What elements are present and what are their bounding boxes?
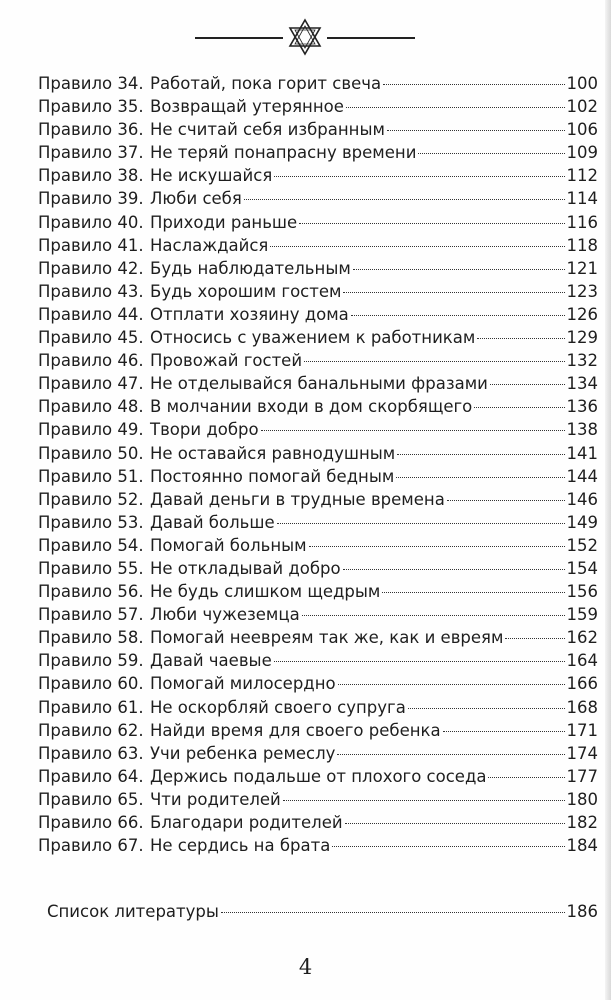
toc-entry-title: Не теряй понапрасну времени xyxy=(150,143,417,163)
toc-entry-title: Не оскорбляй своего супруга xyxy=(150,697,406,717)
toc-entry[interactable] xyxy=(38,372,598,395)
dot-leader xyxy=(304,361,564,362)
toc-entry-title: Помогай больным xyxy=(150,535,307,555)
toc-entry[interactable] xyxy=(38,118,598,141)
dot-leader xyxy=(346,107,565,108)
toc-entry-number: Правило 37. xyxy=(38,143,144,163)
toc-entry-title: Отплати хозяину дома xyxy=(150,304,349,324)
toc-entry-page: 106 xyxy=(566,120,598,140)
toc-entry-page: 144 xyxy=(566,466,598,486)
toc-entry[interactable] xyxy=(38,788,598,811)
toc-entry-title: Не искушайся xyxy=(150,166,273,186)
toc-entry-number: Правило 42. xyxy=(38,258,144,278)
toc-entry-number: Правило 57. xyxy=(38,605,144,625)
header-ornament xyxy=(195,14,415,54)
toc-entry-title: Не сердись на брата xyxy=(150,836,331,856)
toc-entry-title: Относись с уважением к работникам xyxy=(150,328,476,348)
toc-entry-title: Не будь слишком щедрым xyxy=(150,582,381,602)
toc-entry[interactable] xyxy=(38,187,598,210)
toc-entry-page: 162 xyxy=(566,628,598,648)
toc-entry-page: 180 xyxy=(566,789,598,809)
toc-entry-page: 121 xyxy=(566,258,598,278)
dot-leader xyxy=(345,823,565,824)
toc-entry[interactable] xyxy=(38,164,598,187)
toc-entry-number: Правило 62. xyxy=(38,720,144,740)
toc-entry[interactable] xyxy=(38,534,598,557)
dot-leader xyxy=(353,269,565,270)
toc-entry-page: 146 xyxy=(566,489,598,509)
toc-entry-title: Давай больше xyxy=(150,512,275,532)
toc-entry-title: Твори добро xyxy=(150,420,259,440)
toc-entry-title: Возвращай утерянное xyxy=(150,97,344,117)
toc-entry-number: Правило 50. xyxy=(38,443,144,463)
toc-entry-title: Не отделывайся банальными фразами xyxy=(150,374,488,394)
toc-entry-title: Люби себя xyxy=(150,189,242,209)
dot-leader xyxy=(221,912,565,913)
toc-entry-number: Правило 35. xyxy=(38,97,144,117)
toc-entry[interactable] xyxy=(38,326,598,349)
toc-entry-page: 102 xyxy=(566,97,598,117)
toc-entry-number: Правило 45. xyxy=(38,328,144,348)
toc-entry[interactable] xyxy=(38,95,598,118)
toc-entry-number: Правило 34. xyxy=(38,74,144,93)
toc-entry-number: Правило 54. xyxy=(38,535,144,555)
toc-entry-number: Правило 52. xyxy=(38,489,144,509)
toc-entry-title: Постоянно помогай бедным xyxy=(150,466,395,486)
dot-leader xyxy=(396,477,564,478)
toc-entry-title: Не оставайся равнодушным xyxy=(150,443,396,463)
toc-entry-number: Правило 65. xyxy=(38,789,144,809)
toc-entry-number: Правило 44. xyxy=(38,304,144,324)
toc-entry[interactable] xyxy=(38,349,598,372)
toc-entry-page: 136 xyxy=(566,397,598,417)
toc-entry-page: 141 xyxy=(566,443,598,463)
toc-entry[interactable] xyxy=(38,811,598,834)
toc-entry[interactable] xyxy=(38,742,598,765)
toc-entry-number: Правило 56. xyxy=(38,582,144,602)
toc-entry[interactable] xyxy=(38,303,598,326)
toc-entry-page: 149 xyxy=(566,512,598,532)
toc-entry[interactable] xyxy=(38,557,598,580)
toc-entry[interactable] xyxy=(38,72,598,95)
toc-entry-number: Правило 39. xyxy=(38,189,144,209)
toc-entry-number: Правило 59. xyxy=(38,651,144,671)
dot-leader xyxy=(397,454,564,455)
toc-entry[interactable] xyxy=(38,395,598,418)
toc-entry[interactable] xyxy=(38,442,598,465)
toc-entry-page: 168 xyxy=(566,697,598,717)
toc-entry-page: 159 xyxy=(566,605,598,625)
toc-entry-page: 177 xyxy=(566,766,598,786)
ornament-rule-right xyxy=(327,37,415,39)
toc-entry-page: 123 xyxy=(566,281,598,301)
toc-entry-title: Помогай милосердно xyxy=(150,674,336,694)
toc-entry[interactable] xyxy=(38,280,598,303)
toc-entry-number: Правило 40. xyxy=(38,212,144,232)
toc-entry-page: 138 xyxy=(566,420,598,440)
dot-leader xyxy=(477,338,564,339)
toc-entry-title: Провожай гостей xyxy=(150,351,303,371)
toc-entry-number: Правило 58. xyxy=(38,628,144,648)
toc-entry[interactable] xyxy=(38,257,598,280)
toc-entry-number: Правило 66. xyxy=(38,813,144,832)
bibliography-page: 186 xyxy=(566,902,598,921)
toc-entry-page: 171 xyxy=(566,720,598,740)
dot-leader xyxy=(309,546,565,547)
toc-entry-number: Правило 48. xyxy=(38,397,144,417)
toc-entry-page: 174 xyxy=(566,743,598,763)
dot-leader xyxy=(302,615,565,616)
toc-entry[interactable] xyxy=(38,580,598,603)
toc-entry-title: Приходи раньше xyxy=(150,212,298,232)
dot-leader xyxy=(337,754,564,755)
toc-entry[interactable] xyxy=(38,719,598,742)
toc-entry-page: 132 xyxy=(566,351,598,371)
toc-entry-page: 109 xyxy=(566,143,598,163)
dot-leader xyxy=(505,638,564,639)
toc-entry[interactable] xyxy=(38,603,598,626)
dot-leader xyxy=(261,430,565,431)
dot-leader xyxy=(383,84,564,85)
toc-entry-page: 126 xyxy=(566,304,598,324)
page-edge-shadow xyxy=(605,0,611,1000)
dot-leader xyxy=(382,592,564,593)
toc-entry-title: Будь наблюдательным xyxy=(150,258,351,278)
dot-leader xyxy=(351,315,565,316)
table-of-contents xyxy=(38,72,598,857)
dot-leader xyxy=(490,384,565,385)
toc-entry-page: 114 xyxy=(566,189,598,209)
toc-entry-page: 164 xyxy=(566,651,598,671)
dot-leader xyxy=(244,199,565,200)
bibliography-title: Список литературы xyxy=(47,902,219,921)
toc-entry[interactable] xyxy=(38,765,598,788)
toc-entry[interactable] xyxy=(38,141,598,164)
toc-entry[interactable] xyxy=(38,465,598,488)
toc-entry-number: Правило 38. xyxy=(38,166,144,186)
toc-entry-number: Правило 61. xyxy=(38,697,144,717)
toc-entry-page: 166 xyxy=(566,674,598,694)
toc-entry-page: 154 xyxy=(566,558,598,578)
dot-leader xyxy=(270,246,564,247)
toc-entry[interactable] xyxy=(38,834,598,857)
toc-entry-number: Правило 55. xyxy=(38,558,144,578)
dot-leader xyxy=(299,223,564,224)
toc-entry-number: Правило 64. xyxy=(38,766,144,786)
toc-entry-bibliography[interactable] xyxy=(47,900,598,923)
toc-entry[interactable] xyxy=(38,672,598,695)
ornament-rule-left xyxy=(195,37,283,39)
toc-entry-page: 116 xyxy=(566,212,598,232)
page-number: 4 xyxy=(298,955,313,979)
toc-entry[interactable] xyxy=(38,626,598,649)
toc-entry-number: Правило 47. xyxy=(38,374,144,394)
toc-entry-number: Правило 43. xyxy=(38,281,144,301)
toc-entry-title: Люби чужеземца xyxy=(150,605,300,625)
toc-entry-title: Не считай себя избранным xyxy=(150,120,385,140)
toc-entry-title: Чти родителей xyxy=(150,789,281,809)
toc-entry-title: Наслаждайся xyxy=(150,235,269,255)
toc-entry-title: Давай чаевые xyxy=(150,651,272,671)
toc-entry-title: Работай, пока горит свеча xyxy=(150,74,382,93)
toc-entry-title: Будь хорошим гостем xyxy=(150,281,342,301)
toc-entry-title: Найди время для своего ребенка xyxy=(150,720,441,740)
dot-leader xyxy=(418,153,564,154)
toc-entry-number: Правило 63. xyxy=(38,743,144,763)
toc-entry-number: Правило 41. xyxy=(38,235,144,255)
toc-entry[interactable] xyxy=(38,696,598,719)
star-of-david-icon xyxy=(287,18,323,56)
toc-entry[interactable] xyxy=(38,488,598,511)
dot-leader xyxy=(283,800,565,801)
dot-leader xyxy=(488,777,564,778)
toc-entry-number: Правило 67. xyxy=(38,836,144,856)
toc-entry-number: Правило 53. xyxy=(38,512,144,532)
toc-entry-title: Учи ребенка ремеслу xyxy=(150,743,336,763)
toc-entry-page: 112 xyxy=(566,166,598,186)
dot-leader xyxy=(277,523,565,524)
dot-leader xyxy=(447,500,565,501)
dot-leader xyxy=(408,708,565,709)
toc-entry-page: 118 xyxy=(566,235,598,255)
toc-entry-page: 152 xyxy=(566,535,598,555)
toc-entry-title: В молчании входи в дом скорбящего xyxy=(150,397,473,417)
dot-leader xyxy=(443,731,565,732)
toc-entry[interactable] xyxy=(38,649,598,672)
toc-entry-title: Давай деньги в трудные времена xyxy=(150,489,445,509)
toc-entry-page: 182 xyxy=(566,813,598,832)
toc-entry[interactable] xyxy=(38,511,598,534)
toc-entry[interactable] xyxy=(38,211,598,234)
toc-entry-page: 134 xyxy=(566,374,598,394)
toc-entry-title: Держись подальше от плохого соседа xyxy=(150,766,487,786)
toc-entry-page: 156 xyxy=(566,582,598,602)
toc-entry-number: Правило 51. xyxy=(38,466,144,486)
toc-entry[interactable] xyxy=(38,418,598,441)
toc-entry-page: 184 xyxy=(566,836,598,856)
toc-entry-title: Не откладывай добро xyxy=(150,558,341,578)
toc-entry-number: Правило 46. xyxy=(38,351,144,371)
toc-entry-number: Правило 49. xyxy=(38,420,144,440)
dot-leader xyxy=(338,684,565,685)
toc-entry-title: Благодари родителей xyxy=(150,813,343,832)
dot-leader xyxy=(474,407,564,408)
dot-leader xyxy=(343,292,564,293)
dot-leader xyxy=(387,130,565,131)
toc-entry-number: Правило 36. xyxy=(38,120,144,140)
dot-leader xyxy=(332,846,564,847)
toc-entry-page: 100 xyxy=(566,74,598,93)
dot-leader xyxy=(274,661,565,662)
toc-entry-number: Правило 60. xyxy=(38,674,144,694)
toc-entry[interactable] xyxy=(38,234,598,257)
dot-leader xyxy=(343,569,565,570)
toc-entry-title: Помогай неевреям так же, как и евреям xyxy=(150,628,504,648)
dot-leader xyxy=(274,176,564,177)
toc-entry-page: 129 xyxy=(566,328,598,348)
